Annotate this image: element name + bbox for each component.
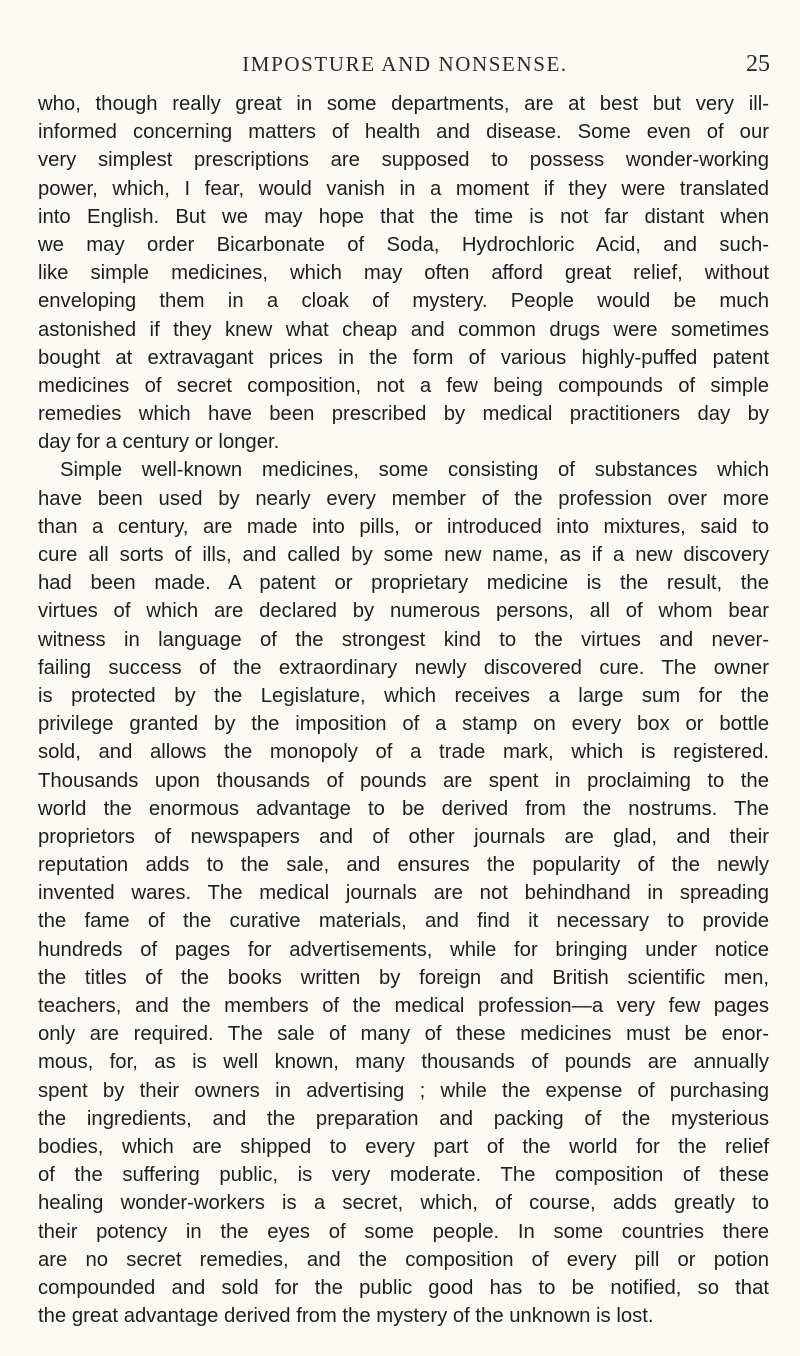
text-line: bought at extravagant prices in the form of various highly-puffed patent — [38, 346, 769, 369]
text-line: bodies, which are shipped to every part of the world for the relief — [38, 1135, 769, 1158]
text-line: failing success of the extraordinary newly discovered cure. The owner — [38, 656, 769, 679]
text-line: hundreds of pages for advertisements, while for bringing under notice — [38, 938, 769, 961]
text-line: is protected by the Legislature, which receives a large sum for the — [38, 684, 769, 707]
text-line: had been made. A patent or proprietary medicine is the result, the — [38, 572, 769, 595]
text-line: the titles of the books written by foreign and British scientific men, — [38, 966, 769, 989]
text-line: teachers, and the members of the medical profession—a very few pages — [38, 995, 769, 1017]
paragraph-end-line: day for a century or longer. — [38, 431, 280, 454]
text-line: witness in language of the strongest kind to the virtues and never- — [38, 628, 769, 651]
text-line: invented wares. The medical journals are not behindhand in spreading — [38, 882, 769, 905]
text-line: reputation adds to the sale, and ensures the popularity of the newly — [38, 854, 769, 877]
text-line: have been used by nearly every member of the profession over more — [38, 487, 769, 510]
running-title: IMPOSTURE AND NONSENSE. — [242, 52, 568, 76]
text-line: world the enormous advantage to be derived from the nostrums. The — [38, 797, 769, 820]
text-line: remedies which have been prescribed by medical practitioners day by — [38, 403, 769, 426]
text-line: are no secret remedies, and the composition of every pill or potion — [38, 1248, 769, 1271]
text-line: proprietors of newspapers and of other journals are glad, and their — [38, 825, 769, 848]
text-line: only are required. The sale of many of these medicines must be enor- — [38, 1023, 769, 1046]
text-line: their potency in the eyes of some people. In some countries there — [38, 1220, 769, 1243]
text-line: like simple medicines, which may often afford great relief, without — [38, 262, 769, 285]
text-line: spent by their owners in advertising ; while the expense of purchasing — [38, 1079, 769, 1102]
text-line: enveloping them in a cloak of mystery. People would be much — [38, 290, 769, 313]
text-line: privilege granted by the imposition of a stamp on every box or bottle — [38, 713, 769, 736]
text-line: compounded and sold for the public good has to be notified, so that — [38, 1276, 769, 1299]
text-line: astonished if they knew what cheap and common drugs were sometimes — [38, 318, 769, 341]
text-line: mous, for, as is well known, many thousands of pounds are annually — [38, 1051, 769, 1074]
text-line: Thousands upon thousands of pounds are spent in proclaiming to the — [38, 769, 769, 792]
text-line: than a century, are made into pills, or introduced into mixtures, said to — [38, 515, 769, 538]
text-line: of the suffering public, is very moderate. The composition of these — [38, 1164, 769, 1187]
text-line: the ingredients, and the preparation and packing of the mysterious — [38, 1107, 769, 1130]
text-line: power, which, I fear, would vanish in a moment if they were translated — [38, 177, 769, 200]
text-line: informed concerning matters of health and disease. Some even of our — [38, 121, 769, 144]
text-line: medicines of secret composition, not a few being compounds of simple — [38, 374, 769, 397]
running-head — [40, 48, 770, 80]
paragraph-end-line: the great advantage derived from the mystery of the unknown is lost. — [38, 1305, 654, 1328]
text-line: very simplest prescriptions are supposed to possess wonder-working — [38, 149, 769, 172]
text-line: the fame of the curative materials, and find it necessary to provide — [38, 910, 769, 933]
text-line: sold, and allows the monopoly of a trade mark, which is registered. — [38, 741, 769, 764]
text-line: virtues of which are declared by numerous persons, all of whom bear — [38, 600, 769, 623]
paragraph-start-line: Simple well-known medicines, some consisting of substances which — [60, 459, 769, 482]
text-line: healing wonder-workers is a secret, which, of course, adds greatly to — [38, 1192, 769, 1215]
text-line: cure all sorts of ills, and called by some new name, as if a new discovery — [38, 544, 769, 566]
text-line: who, though really great in some departments, are at best but very ill- — [38, 93, 769, 115]
body-text — [38, 90, 769, 1330]
page-number: 25 — [746, 51, 770, 77]
text-line: into English. But we may hope that the time is not far distant when — [38, 205, 769, 228]
text-line: we may order Bicarbonate of Soda, Hydrochloric Acid, and such- — [38, 233, 769, 256]
